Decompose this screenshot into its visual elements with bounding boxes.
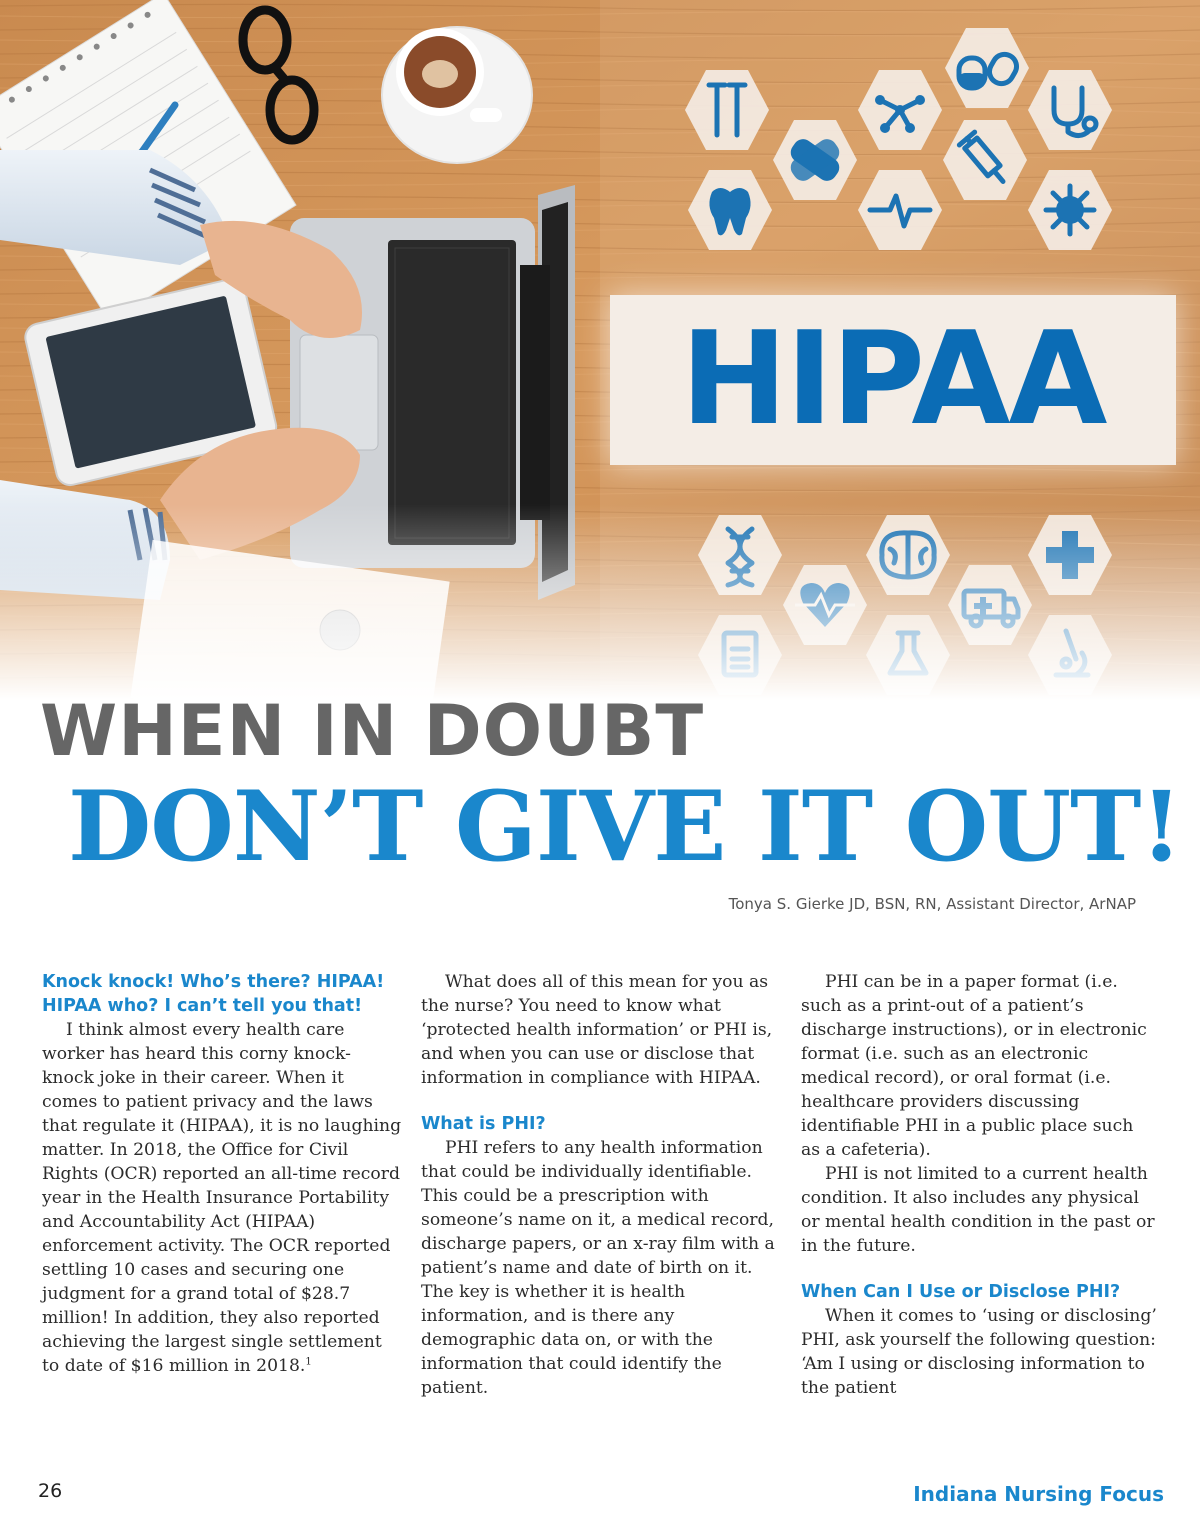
- page-number: 26: [38, 1480, 63, 1502]
- column1-paragraph: [42, 1018, 402, 1378]
- publication-name: Indiana Nursing Focus: [913, 1482, 1164, 1506]
- article-column-2: [421, 970, 777, 1400]
- column3-paragraph-2: PHI is not limited to a current health condition. It also includes any physical or mental health condition in the past or in the future.: [801, 1164, 1155, 1256]
- column3-paragraph-3: When it comes to ‘using or disclosing’ PHI, ask yourself the following question: ‘Am I using or disclosing information to the patient: [801, 1306, 1157, 1398]
- headline-line-2: DON’T GIVE IT OUT!: [68, 770, 1182, 883]
- column3-subhead: When Can I Use or Disclose PHI?: [801, 1282, 1121, 1302]
- column1-subhead: Knock knock! Who’s there? HIPAA! HIPAA who? I can’t tell you that!: [42, 972, 385, 1016]
- article-column-1: [42, 970, 402, 1378]
- column3-paragraph-1: PHI can be in a paper format (i.e. such as a print-out of a patient’s discharge instructions), or in electronic format (i.e. such as an electronic medical record), or oral format (i.e. healthcare providers discussing identifiable PHI in a public place such as a cafeteria).: [801, 972, 1147, 1160]
- article-column-3: [801, 970, 1157, 1400]
- column2-paragraph: PHI refers to any health information that could be individually identifiable. This could be a prescription with someone’s name on it, a medical record, discharge papers, or an x-ray film with a patient’s name and date of birth on it. The key is whether it is health information, and is there any demographic data on, or with the information that could identify the patient.: [421, 1138, 775, 1398]
- hipaa-banner-text: HIPAA: [680, 305, 1106, 454]
- hipaa-banner: [610, 295, 1176, 465]
- headline-line-1: WHEN IN DOUBT: [40, 690, 705, 772]
- column2-intro: What does all of this mean for you as the nurse? You need to know what ‘protected health information’ or PHI is, and when you can use or disclose that information in compliance with HIPAA.: [421, 972, 773, 1088]
- footnote-mark: 1: [305, 1356, 312, 1368]
- column2-subhead: What is PHI?: [421, 1114, 546, 1134]
- column1-paragraph-text: I think almost every health care worker has heard this corny knock-knock joke in their career. When it comes to patient privacy and the laws that regulate it (HIPAA), it is no laughing matter. In 2018, the Office for Civil Rights (OCR) reported an all-time record year in the Health Insurance Portability and Accountability Act (HIPAA) enforcement activity. The OCR reported settling 10 cases and securing one judgment for a grand total of $28.7 million! In addition, they also reported achieving the largest single settlement to date of $16 million in 2018.: [42, 1020, 402, 1376]
- hero-image: [0, 0, 1200, 700]
- author-byline: Tonya S. Gierke JD, BSN, RN, Assistant Director, ArNAP: [728, 895, 1136, 913]
